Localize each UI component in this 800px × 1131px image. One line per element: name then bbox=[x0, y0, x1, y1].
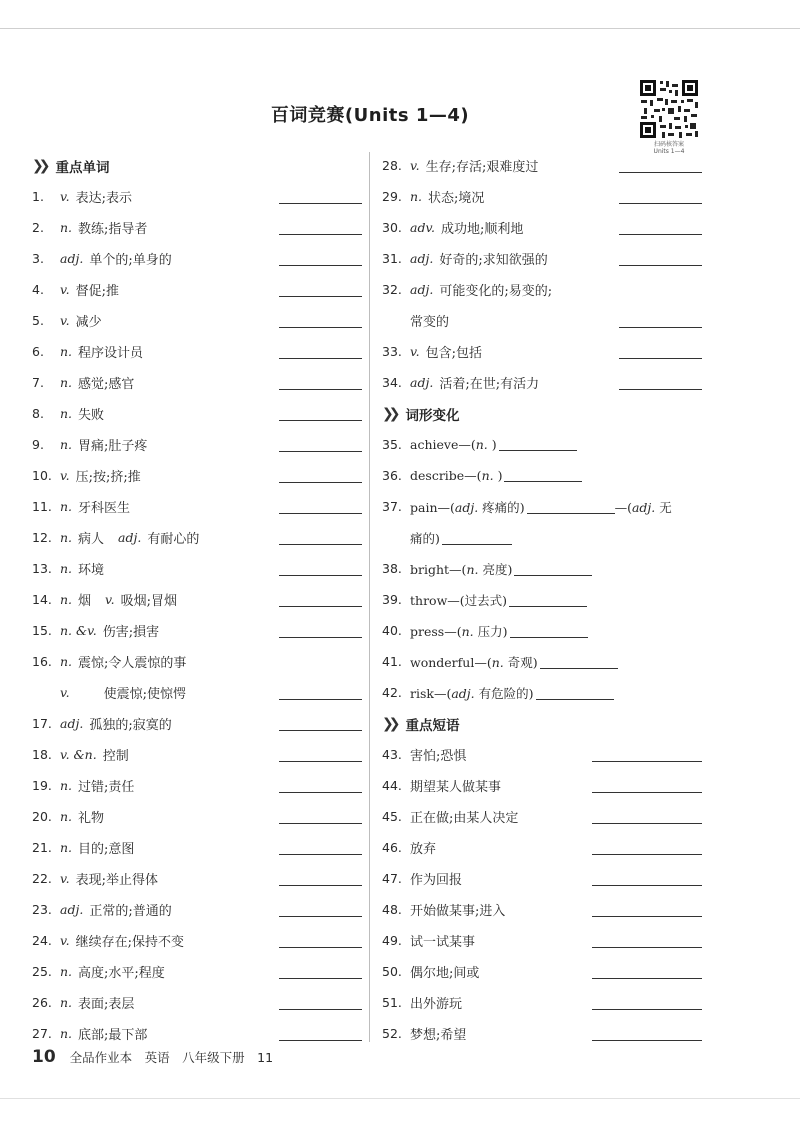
word-form-row bbox=[382, 584, 702, 615]
answer-blank[interactable] bbox=[279, 451, 362, 452]
part-of-speech: adv. bbox=[410, 220, 436, 235]
definition: 表面;表层 bbox=[78, 997, 135, 1012]
item-number: 3. bbox=[32, 251, 44, 266]
answer-blank[interactable] bbox=[509, 594, 587, 607]
word-form-prompt: pain—(adj. 疼痛的) —(adj. 无 bbox=[410, 499, 672, 515]
word-list-right bbox=[382, 150, 702, 398]
part-of-speech: n. bbox=[60, 840, 73, 855]
phrase-definition: 作为回报 bbox=[410, 873, 463, 888]
item-number: 29. bbox=[382, 189, 402, 204]
definition: 过错;责任 bbox=[78, 780, 135, 795]
item-number: 14. bbox=[32, 592, 52, 607]
word-row bbox=[32, 429, 362, 460]
definition: 压;按;挤;推 bbox=[75, 470, 141, 485]
definition: 胃痛;肚子疼 bbox=[78, 439, 148, 454]
definition: 烟 bbox=[78, 594, 92, 609]
answer-blank[interactable] bbox=[279, 823, 362, 824]
word-form-continued: 痛的) bbox=[382, 529, 512, 547]
item-number: 6. bbox=[32, 344, 44, 359]
word-list-left bbox=[32, 181, 362, 1049]
phrase-definition: 放弃 bbox=[410, 842, 437, 857]
answer-blank[interactable] bbox=[619, 203, 702, 204]
word-row bbox=[382, 243, 702, 274]
right-column bbox=[382, 150, 702, 1049]
answer-blank[interactable] bbox=[504, 469, 582, 482]
phrase-list bbox=[382, 739, 702, 1049]
phrase-row bbox=[382, 770, 702, 801]
word-row bbox=[32, 522, 362, 553]
item-number: 23. bbox=[32, 902, 52, 917]
word-form-row bbox=[382, 615, 702, 646]
answer-blank[interactable] bbox=[592, 854, 702, 855]
part-of-speech: n. bbox=[60, 406, 73, 421]
answer-blank[interactable] bbox=[619, 358, 702, 359]
definition: 好奇的;求知欲强的 bbox=[439, 253, 548, 268]
word-form-row bbox=[382, 429, 702, 460]
definition: 程序设计员 bbox=[78, 346, 144, 361]
definition: 常变的 bbox=[410, 315, 450, 330]
item-number: 18. bbox=[32, 747, 52, 762]
answer-blank[interactable] bbox=[279, 978, 362, 979]
answer-blank[interactable] bbox=[536, 687, 614, 700]
part-of-speech: adj. bbox=[60, 902, 84, 917]
item-number: 31. bbox=[382, 251, 402, 266]
item-number: 33. bbox=[382, 344, 402, 359]
page-number: 10 bbox=[32, 1047, 56, 1067]
phrase-row bbox=[382, 987, 702, 1018]
phrase-definition: 出外游玩 bbox=[410, 997, 463, 1012]
answer-blank[interactable] bbox=[279, 234, 362, 235]
part-of-speech: v. &n. bbox=[60, 747, 97, 762]
section-header-phrases: ❯❯ 重点短语 bbox=[382, 715, 460, 734]
phrase-row bbox=[382, 832, 702, 863]
answer-blank[interactable] bbox=[279, 265, 362, 266]
word-row bbox=[382, 367, 702, 398]
part-of-speech: n. bbox=[60, 778, 73, 793]
part-of-speech: v. bbox=[60, 189, 70, 204]
item-number: 11. bbox=[32, 499, 52, 514]
word-row bbox=[32, 832, 362, 863]
word-row bbox=[32, 243, 362, 274]
definition: 感觉;感官 bbox=[78, 377, 135, 392]
answer-blank[interactable] bbox=[279, 513, 362, 514]
section-header-forms: ❯❯ 词形变化 bbox=[382, 405, 460, 424]
item-number: 16. bbox=[32, 654, 52, 669]
answer-blank[interactable] bbox=[279, 699, 362, 700]
answer-blank[interactable] bbox=[279, 947, 362, 948]
item-number: 28. bbox=[382, 158, 402, 173]
definition: 底部;最下部 bbox=[78, 1028, 148, 1043]
word-row bbox=[382, 305, 702, 336]
qr-caption: 扫码核答案 Units 1—4 bbox=[653, 141, 685, 155]
answer-blank[interactable] bbox=[619, 234, 702, 235]
item-number: 36. bbox=[382, 468, 402, 483]
word-form-prompt: wonderful—(n. 奇观) bbox=[410, 653, 618, 671]
part-of-speech: n. bbox=[60, 995, 73, 1010]
definition: 牙科医生 bbox=[78, 501, 131, 516]
word-row bbox=[382, 181, 702, 212]
answer-blank[interactable] bbox=[592, 947, 702, 948]
definition: 包含;包括 bbox=[425, 346, 482, 361]
item-number: 1. bbox=[32, 189, 44, 204]
part-of-speech: v. bbox=[60, 871, 70, 886]
item-number: 2. bbox=[32, 220, 44, 235]
answer-blank[interactable] bbox=[279, 637, 362, 638]
part-of-speech: n. bbox=[410, 189, 423, 204]
part-of-speech: n. bbox=[60, 499, 73, 514]
item-number: 52. bbox=[382, 1026, 402, 1041]
word-row bbox=[32, 770, 362, 801]
phrase-row bbox=[382, 956, 702, 987]
part-of-speech: v. bbox=[60, 282, 70, 297]
definition: 目的;意图 bbox=[78, 842, 135, 857]
word-row bbox=[32, 646, 362, 677]
item-number: 27. bbox=[32, 1026, 52, 1041]
definition: 活着;在世;有活力 bbox=[439, 377, 540, 392]
item-number: 46. bbox=[382, 840, 402, 855]
answer-blank[interactable] bbox=[279, 1009, 362, 1010]
definition: 督促;推 bbox=[75, 284, 119, 299]
word-form-prompt: throw—(过去式) bbox=[410, 591, 587, 609]
qr-code-icon bbox=[638, 78, 700, 140]
word-row bbox=[32, 584, 362, 615]
definition: 吸烟;冒烟 bbox=[120, 594, 177, 609]
part-of-speech: v. bbox=[60, 313, 70, 328]
phrase-definition: 梦想;希望 bbox=[410, 1028, 467, 1043]
definition: 礼物 bbox=[78, 811, 105, 826]
page-footer bbox=[32, 1047, 273, 1067]
item-number: 15. bbox=[32, 623, 52, 638]
part-of-speech: v. bbox=[60, 685, 70, 700]
answer-blank[interactable] bbox=[279, 1040, 362, 1041]
part-of-speech: n. bbox=[60, 592, 73, 607]
definition: 控制 bbox=[102, 749, 129, 764]
item-number: 32. bbox=[382, 282, 402, 297]
word-row bbox=[32, 863, 362, 894]
word-form-row bbox=[382, 522, 702, 553]
part-of-speech: v. bbox=[105, 592, 115, 607]
word-row bbox=[32, 956, 362, 987]
answer-blank[interactable] bbox=[592, 978, 702, 979]
part-of-speech: n. bbox=[60, 561, 73, 576]
phrase-row bbox=[382, 863, 702, 894]
item-number: 50. bbox=[382, 964, 402, 979]
word-row bbox=[32, 987, 362, 1018]
phrase-row bbox=[382, 925, 702, 956]
definition: 表达;表示 bbox=[75, 191, 132, 206]
definition: 孤独的;寂寞的 bbox=[89, 718, 172, 733]
definition: 单个的;单身的 bbox=[89, 253, 172, 268]
part-of-speech: n. bbox=[60, 437, 73, 452]
word-form-row bbox=[382, 460, 702, 491]
item-number: 21. bbox=[32, 840, 52, 855]
definition: 生存;存活;艰难度过 bbox=[425, 160, 539, 175]
definition: 成功地;顺利地 bbox=[441, 222, 524, 237]
part-of-speech: v. bbox=[410, 344, 420, 359]
answer-blank[interactable] bbox=[499, 438, 577, 451]
item-number: 8. bbox=[32, 406, 44, 421]
answer-blank[interactable] bbox=[279, 389, 362, 390]
word-form-row bbox=[382, 677, 702, 708]
part-of-speech: adj. bbox=[410, 282, 434, 297]
word-row bbox=[32, 305, 362, 336]
item-number: 34. bbox=[382, 375, 402, 390]
definition: 表现;举止得体 bbox=[75, 873, 158, 888]
phrase-definition: 害怕;恐惧 bbox=[410, 749, 467, 764]
phrase-row bbox=[382, 739, 702, 770]
item-number: 44. bbox=[382, 778, 402, 793]
word-row bbox=[382, 212, 702, 243]
item-number: 30. bbox=[382, 220, 402, 235]
word-row bbox=[32, 739, 362, 770]
answer-blank[interactable] bbox=[592, 823, 702, 824]
word-row bbox=[32, 367, 362, 398]
part-of-speech: adj. bbox=[118, 530, 142, 545]
word-row bbox=[32, 336, 362, 367]
word-row bbox=[32, 212, 362, 243]
item-number: 51. bbox=[382, 995, 402, 1010]
word-form-row bbox=[382, 491, 702, 522]
page-title: 百词竞赛(Units 1—4) bbox=[270, 105, 470, 126]
answer-blank[interactable] bbox=[279, 327, 362, 328]
item-number: 35. bbox=[382, 437, 402, 452]
phrase-row bbox=[382, 894, 702, 925]
item-number: 17. bbox=[32, 716, 52, 731]
answer-blank[interactable] bbox=[279, 575, 362, 576]
answer-blank[interactable] bbox=[540, 656, 618, 669]
answer-blank[interactable] bbox=[279, 606, 362, 607]
definition: 病人 bbox=[78, 532, 105, 547]
double-chevron-icon: ❯❯ bbox=[32, 157, 46, 174]
word-form-prompt: bright—(n. 亮度) bbox=[410, 560, 592, 578]
definition: 伤害;損害 bbox=[102, 625, 160, 640]
word-row bbox=[32, 553, 362, 584]
part-of-speech: n. bbox=[60, 530, 73, 545]
definition: 继续存在;保持不变 bbox=[75, 935, 184, 950]
answer-blank[interactable] bbox=[592, 1040, 702, 1041]
word-row bbox=[32, 491, 362, 522]
item-number: 38. bbox=[382, 561, 402, 576]
answer-blank[interactable] bbox=[592, 761, 702, 762]
item-number: 49. bbox=[382, 933, 402, 948]
part-of-speech: n. bbox=[60, 809, 73, 824]
answer-blank[interactable] bbox=[592, 792, 702, 793]
part-of-speech: n. &v. bbox=[60, 623, 97, 638]
definition: 减少 bbox=[75, 315, 102, 330]
footer-text: 全品作业本 英语 八年级下册 11 bbox=[69, 1050, 274, 1065]
word-form-prompt: risk—(adj. 有危险的) bbox=[410, 684, 614, 702]
item-number: 43. bbox=[382, 747, 402, 762]
definition: 教练;指导者 bbox=[78, 222, 148, 237]
word-form-row bbox=[382, 646, 702, 677]
word-form-list bbox=[382, 429, 702, 708]
answer-blank[interactable] bbox=[592, 916, 702, 917]
word-row bbox=[32, 708, 362, 739]
item-number: 39. bbox=[382, 592, 402, 607]
answer-blank[interactable] bbox=[619, 172, 702, 173]
word-row bbox=[32, 615, 362, 646]
definition: 高度;水平;程度 bbox=[78, 966, 165, 981]
answer-blank[interactable] bbox=[279, 358, 362, 359]
item-number: 22. bbox=[32, 871, 52, 886]
item-number: 5. bbox=[32, 313, 44, 328]
qr-code bbox=[638, 78, 700, 156]
answer-blank[interactable] bbox=[527, 501, 615, 514]
phrase-row bbox=[382, 801, 702, 832]
word-row bbox=[32, 677, 362, 708]
word-row bbox=[32, 181, 362, 212]
word-row bbox=[32, 1018, 362, 1049]
answer-blank[interactable] bbox=[592, 1009, 702, 1010]
item-number: 24. bbox=[32, 933, 52, 948]
part-of-speech: n. bbox=[60, 344, 73, 359]
answer-blank[interactable] bbox=[279, 730, 362, 731]
definition: 环境 bbox=[78, 563, 105, 578]
answer-blank[interactable] bbox=[592, 885, 702, 886]
part-of-speech: n. bbox=[60, 220, 73, 235]
answer-blank[interactable] bbox=[619, 327, 702, 328]
word-row bbox=[32, 925, 362, 956]
left-column bbox=[32, 150, 362, 1049]
word-form-prompt: describe—(n. ) bbox=[410, 468, 582, 483]
answer-blank[interactable] bbox=[279, 296, 362, 297]
answer-blank[interactable] bbox=[279, 854, 362, 855]
item-number: 9. bbox=[32, 437, 44, 452]
definition: 正常的;普通的 bbox=[89, 904, 172, 919]
definition: 可能变化的;易变的; bbox=[439, 284, 553, 299]
part-of-speech: v. bbox=[60, 468, 70, 483]
definition: 使震惊;使惊愕 bbox=[103, 687, 186, 702]
part-of-speech: n. bbox=[60, 964, 73, 979]
part-of-speech: n. bbox=[60, 375, 73, 390]
answer-blank[interactable] bbox=[619, 389, 702, 390]
answer-blank[interactable] bbox=[510, 625, 588, 638]
answer-blank[interactable] bbox=[279, 482, 362, 483]
item-number: 37. bbox=[382, 499, 402, 514]
word-form-row bbox=[382, 553, 702, 584]
answer-blank[interactable] bbox=[279, 420, 362, 421]
column-divider bbox=[369, 152, 370, 1042]
item-number: 40. bbox=[382, 623, 402, 638]
answer-blank[interactable] bbox=[279, 792, 362, 793]
phrase-row bbox=[382, 1018, 702, 1049]
phrase-definition: 期望某人做某事 bbox=[410, 780, 502, 795]
answer-blank[interactable] bbox=[619, 265, 702, 266]
item-number: 7. bbox=[32, 375, 44, 390]
definition: 失败 bbox=[78, 408, 105, 423]
item-number: 20. bbox=[32, 809, 52, 824]
double-chevron-icon: ❯❯ bbox=[382, 405, 396, 422]
word-row bbox=[32, 398, 362, 429]
part-of-speech: v. bbox=[410, 158, 420, 173]
phrase-definition: 开始做某事;进入 bbox=[410, 904, 506, 919]
phrase-definition: 偶尔地;间或 bbox=[410, 966, 480, 981]
phrase-definition: 试一试某事 bbox=[410, 935, 476, 950]
word-row bbox=[32, 801, 362, 832]
word-row bbox=[382, 150, 702, 181]
phrase-definition: 正在做;由某人决定 bbox=[410, 811, 519, 826]
item-number: 42. bbox=[382, 685, 402, 700]
definition: 状态;境况 bbox=[428, 191, 485, 206]
page-top-edge bbox=[0, 28, 800, 29]
item-number: 48. bbox=[382, 902, 402, 917]
page-bottom-edge bbox=[0, 1098, 800, 1099]
double-chevron-icon: ❯❯ bbox=[382, 715, 396, 732]
item-number: 47. bbox=[382, 871, 402, 886]
section-header-words: ❯❯ 重点单词 bbox=[32, 157, 110, 176]
answer-blank[interactable] bbox=[279, 761, 362, 762]
word-row bbox=[382, 336, 702, 367]
item-number: 4. bbox=[32, 282, 44, 297]
item-number: 41. bbox=[382, 654, 402, 669]
item-number: 26. bbox=[32, 995, 52, 1010]
word-row bbox=[32, 460, 362, 491]
item-number: 25. bbox=[32, 964, 52, 979]
word-form-prompt: achieve—(n. ) bbox=[410, 437, 577, 452]
part-of-speech: adj. bbox=[410, 375, 434, 390]
part-of-speech: adj. bbox=[60, 251, 84, 266]
word-row bbox=[382, 274, 702, 305]
part-of-speech: n. bbox=[60, 1026, 73, 1041]
item-number: 12. bbox=[32, 530, 52, 545]
answer-blank[interactable] bbox=[514, 563, 592, 576]
answer-blank[interactable] bbox=[279, 544, 362, 545]
item-number: 45. bbox=[382, 809, 402, 824]
answer-blank[interactable] bbox=[442, 532, 512, 545]
part-of-speech: v. bbox=[60, 933, 70, 948]
item-number: 19. bbox=[32, 778, 52, 793]
definition: 有耐心的 bbox=[147, 532, 200, 547]
word-row bbox=[32, 274, 362, 305]
answer-blank[interactable] bbox=[279, 916, 362, 917]
definition: 震惊;令人震惊的事 bbox=[78, 656, 187, 671]
word-row bbox=[32, 894, 362, 925]
answer-blank[interactable] bbox=[279, 885, 362, 886]
item-number: 10. bbox=[32, 468, 52, 483]
item-number: 13. bbox=[32, 561, 52, 576]
answer-blank[interactable] bbox=[279, 203, 362, 204]
part-of-speech: adj. bbox=[410, 251, 434, 266]
part-of-speech: n. bbox=[60, 654, 73, 669]
word-form-prompt: press—(n. 压力) bbox=[410, 622, 588, 640]
part-of-speech: adj. bbox=[60, 716, 84, 731]
